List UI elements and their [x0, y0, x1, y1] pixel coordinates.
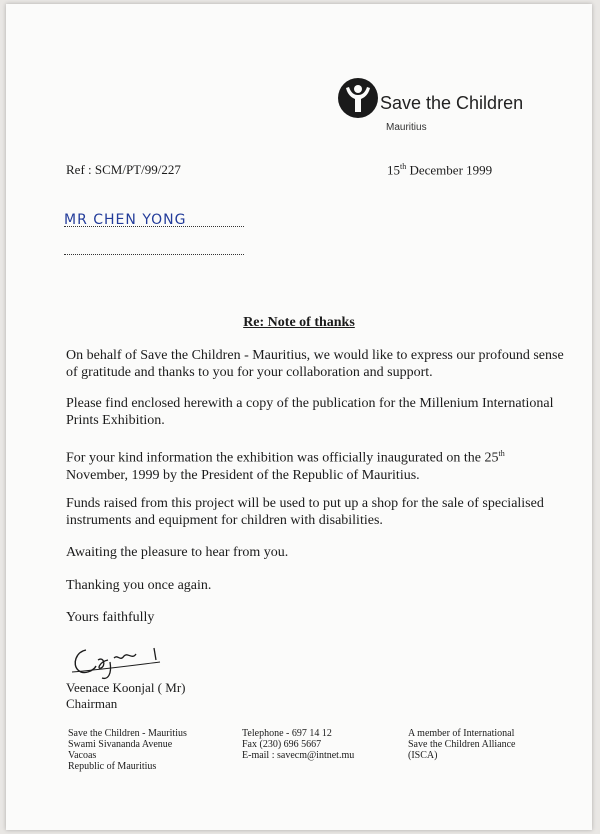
letter-date: [387, 162, 492, 178]
subject-line: [6, 315, 592, 331]
footer-membership-line: (ISCA): [408, 750, 438, 761]
body-paragraph-1: On behalf of Save the Children - Mauritius, we would like to express our profound sense of gratitude and thanks to you for your collaboration and support.: [66, 348, 564, 380]
save-the-children-logo: [336, 76, 380, 120]
subject-text: Re: Note of thanks: [243, 315, 355, 330]
date-suffix: th: [400, 162, 407, 171]
body-paragraph-2: Please find enclosed herewith a copy of the publication for the Millenium International Prints Exhibition.: [66, 396, 554, 428]
signer-title: Chairman: [66, 696, 118, 711]
footer-address: [68, 728, 187, 772]
recipient-dotted-line: [64, 226, 244, 227]
footer-contact-line: E-mail : savecm@intnet.mu: [242, 750, 355, 761]
footer-membership: [408, 728, 515, 761]
footer-membership-line: Save the Children Alliance: [408, 739, 516, 750]
footer-address-line: Save the Children - Mauritius: [68, 728, 187, 739]
body-paragraph-5: Awaiting the pleasure to hear from you.: [66, 545, 289, 560]
reference-number: Ref : SCM/PT/99/227: [66, 162, 181, 177]
footer-contact-line: Fax (230) 696 5667: [242, 739, 322, 750]
recipient-handwritten-name: MR CHEN YONG: [64, 212, 187, 228]
org-name: Save the Children: [380, 93, 524, 113]
signer-block: [66, 680, 185, 712]
date-month-year: December 1999: [406, 162, 493, 178]
body-paragraph-3-suffix: th: [498, 449, 505, 458]
org-subtitle: Mauritius: [386, 122, 427, 133]
footer-address-line: Vacoas: [68, 750, 97, 761]
handwritten-signature: [68, 640, 188, 684]
body-paragraph-6: Thanking you once again.: [66, 578, 212, 593]
letter-page: [6, 4, 592, 830]
body-paragraph-3-part-a: For your kind information the exhibition was officially inaugurated on the 25: [66, 450, 499, 466]
sign-off: Yours faithfully: [66, 610, 155, 625]
footer-address-line: Republic of Mauritius: [68, 761, 157, 772]
body-paragraph-4: Funds raised from this project will be used to put up a shop for the sale of specialised instruments and equipment for children with disabilities.: [66, 496, 544, 528]
footer-contact-line: Telephone - 697 14 12: [242, 728, 332, 739]
footer-membership-line: A member of International: [408, 728, 515, 739]
footer-contact: [242, 728, 354, 761]
date-day: 15: [387, 162, 400, 178]
body-paragraph-3: [66, 445, 566, 484]
signer-name: Veenace Koonjal ( Mr): [66, 680, 186, 695]
body-paragraph-3-part-b: November, 1999 by the President of the Republic of Mauritius.: [66, 467, 420, 483]
footer-address-line: Swami Sivananda Avenue: [68, 739, 173, 750]
recipient-dotted-line-2: [64, 254, 244, 255]
